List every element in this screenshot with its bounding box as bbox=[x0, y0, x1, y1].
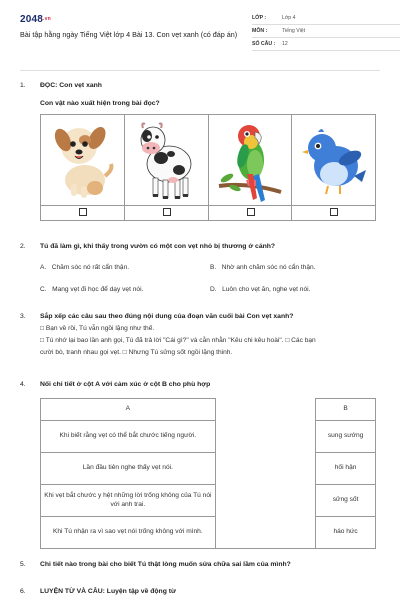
option-d[interactable] bbox=[210, 286, 310, 294]
option-text: Luôn cho vẹt ăn, nghe vẹt nói. bbox=[222, 286, 311, 293]
logo-suffix: .vn bbox=[43, 16, 51, 23]
document-title: Bài tập hằng ngày Tiếng Việt lớp 4 Bài 13. Con vẹt xanh (có đáp án) bbox=[20, 30, 238, 39]
option-letter: A. bbox=[40, 264, 47, 271]
matching-table bbox=[40, 398, 376, 549]
meta-value: Tiếng Việt bbox=[282, 27, 306, 34]
question-number: 3. bbox=[20, 313, 26, 320]
sentence-line: cười bò, tranh nhau gọi vẹt. □ Nhưng Tú sửng sốt ngồi lặng thinh. bbox=[40, 349, 233, 356]
column-a-cell[interactable]: Khi Tú nhận ra vì sao vẹt nói trống không với mình. bbox=[41, 517, 216, 549]
answer-checkbox[interactable] bbox=[247, 208, 255, 216]
question-number: 4. bbox=[20, 381, 26, 388]
question-text: Chi tiết nào trong bài cho biết Tú thật lòng muốn sửa chữa sai lầm của mình? bbox=[40, 561, 291, 568]
question-text: LUYỆN TỪ VÀ CÂU: Luyện tập về động từ bbox=[40, 588, 176, 595]
option-a[interactable] bbox=[40, 264, 129, 272]
sentence-line: □ Tú nhớ lại bao lần anh gọi, Tú đã trả lời "Cái gì?" và cằn nhằn "Kêu chi kêu hoài". □ Các bạn bbox=[40, 337, 316, 344]
option-letter: B. bbox=[210, 264, 217, 271]
meta-row-grade bbox=[252, 12, 400, 25]
meta-key: LỚP : bbox=[252, 14, 267, 21]
table-row bbox=[41, 453, 376, 485]
answer-checkbox[interactable] bbox=[79, 208, 87, 216]
option-text: Chăm sóc nó rất cẩn thận. bbox=[51, 264, 130, 271]
question-text: Tú đã làm gì, khi thấy trong vườn có một con vẹt nhỏ bị thương ở cánh? bbox=[40, 243, 276, 250]
dog-illustration bbox=[49, 118, 117, 202]
meta-panel bbox=[252, 12, 400, 51]
animal-option-bird bbox=[292, 115, 375, 220]
animal-option-dog bbox=[41, 115, 125, 220]
blank-cell bbox=[215, 421, 316, 453]
meta-value: Lớp 4 bbox=[282, 14, 296, 21]
question-number: 6. bbox=[20, 588, 26, 595]
question-number: 1. bbox=[20, 82, 26, 89]
column-b-header: B bbox=[316, 399, 376, 421]
question-heading: ĐỌC: Con vẹt xanh bbox=[40, 82, 102, 89]
worksheet-header bbox=[20, 12, 380, 68]
option-c[interactable] bbox=[40, 286, 143, 294]
cow-illustration bbox=[133, 118, 201, 204]
site-logo[interactable] bbox=[20, 14, 51, 27]
bird-illustration bbox=[300, 118, 368, 204]
option-letter: C. bbox=[40, 286, 47, 293]
option-text: Mang vẹt đi học để dạy vẹt nói. bbox=[52, 286, 144, 293]
animal-option-cow bbox=[125, 115, 209, 220]
column-a-header: A bbox=[41, 399, 216, 421]
sentence-line: □ Bạn về rồi, Tú vẫn ngồi lặng như thế. bbox=[40, 325, 155, 332]
animal-choice-grid bbox=[40, 114, 376, 221]
question-number: 5. bbox=[20, 561, 26, 568]
table-row bbox=[41, 517, 376, 549]
option-text: Nhờ anh chăm sóc nó cẩn thận. bbox=[221, 264, 316, 271]
blank-cell bbox=[215, 517, 316, 549]
logo-text: 2048 bbox=[20, 14, 44, 25]
blank-column bbox=[215, 399, 316, 421]
header-divider bbox=[20, 70, 380, 71]
column-b-cell[interactable]: háo hức bbox=[316, 517, 376, 549]
column-a-cell[interactable]: Khi biết rằng vẹt có thể bắt chước tiếng người. bbox=[41, 421, 216, 453]
meta-row-subject bbox=[252, 25, 400, 38]
question-text: Nối chi tiết ở cột A với cảm xúc ở cột B cho phù hợp bbox=[40, 381, 211, 388]
meta-value: 12 bbox=[282, 40, 288, 47]
question-text: Con vật nào xuất hiện trong bài đọc? bbox=[40, 100, 160, 107]
option-b[interactable] bbox=[210, 264, 316, 272]
meta-key: SỐ CÂU : bbox=[252, 40, 276, 47]
column-a-cell[interactable]: Lần đầu tiên nghe thấy vẹt nói. bbox=[41, 453, 216, 485]
animal-option-parrot bbox=[209, 115, 293, 220]
table-row bbox=[41, 485, 376, 517]
column-b-cell[interactable]: hối hận bbox=[316, 453, 376, 485]
blank-cell bbox=[215, 485, 316, 517]
meta-key: MÔN : bbox=[252, 27, 268, 34]
column-a-cell[interactable]: Khi vẹt bắt chước y hệt những lời trống không của Tú nói với anh trai. bbox=[41, 485, 216, 517]
column-b-cell[interactable]: sửng sốt bbox=[316, 485, 376, 517]
question-text: Sắp xếp các câu sau theo đúng nội dung của đoạn văn cuối bài Con vẹt xanh? bbox=[40, 313, 294, 320]
blank-cell bbox=[215, 453, 316, 485]
option-letter: D. bbox=[210, 286, 217, 293]
meta-row-count bbox=[252, 38, 400, 51]
answer-checkbox[interactable] bbox=[330, 208, 338, 216]
parrot-illustration bbox=[217, 118, 285, 204]
column-b-cell[interactable]: sung sướng bbox=[316, 421, 376, 453]
question-number: 2. bbox=[20, 243, 26, 250]
table-row bbox=[41, 421, 376, 453]
answer-checkbox[interactable] bbox=[163, 208, 171, 216]
